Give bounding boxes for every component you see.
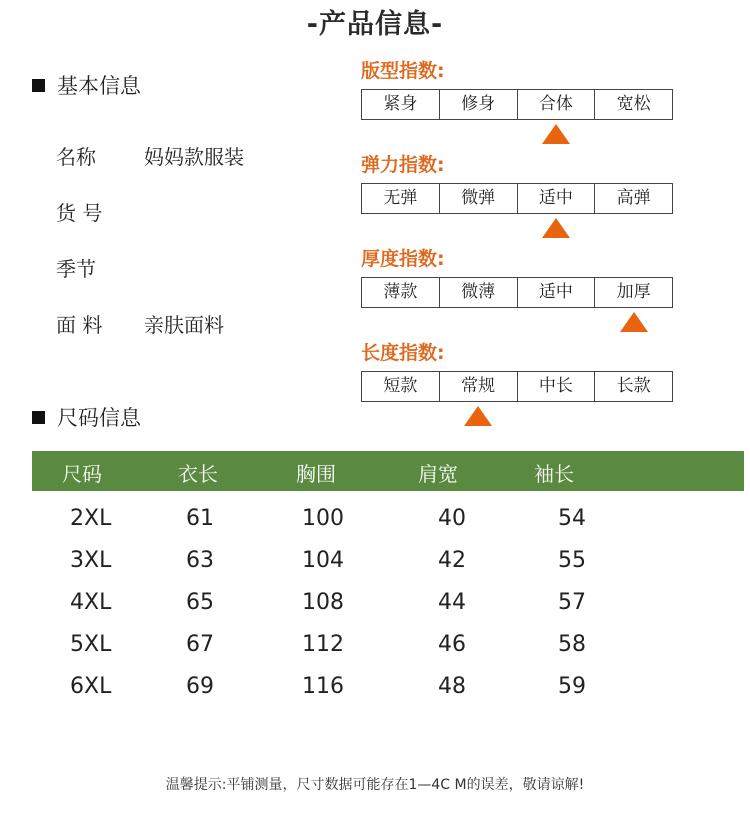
table-cell: 5XL — [70, 632, 112, 657]
table-cell: 104 — [302, 548, 344, 573]
index-option: 加厚 — [594, 278, 672, 307]
column-header: 衣长 — [178, 462, 218, 486]
thickness-index-title: 厚度指数: — [361, 248, 445, 270]
page-title: -产品信息- — [306, 9, 444, 40]
table-cell: 67 — [186, 632, 214, 657]
table-cell: 46 — [438, 632, 466, 657]
square-bullet-icon — [32, 79, 45, 92]
table-cell: 100 — [302, 506, 344, 531]
size-info-heading — [32, 402, 141, 432]
fit-index-scale — [361, 89, 673, 120]
index-option: 中长 — [517, 372, 595, 401]
table-cell: 55 — [558, 548, 586, 573]
info-label: 面 料 — [56, 313, 103, 337]
table-row — [32, 584, 744, 626]
table-row — [32, 668, 744, 710]
selected-triangle-icon — [464, 406, 492, 426]
table-cell: 112 — [302, 632, 344, 657]
elasticity-index-scale — [361, 183, 673, 214]
table-cell: 108 — [302, 590, 344, 615]
cropped-text-fragment — [290, 806, 460, 813]
column-header: 胸围 — [296, 462, 336, 486]
selected-triangle-icon — [542, 124, 570, 144]
index-option: 微薄 — [439, 278, 517, 307]
table-cell: 69 — [186, 674, 214, 699]
thickness-index-markers — [361, 308, 673, 332]
length-index-markers — [361, 402, 673, 426]
info-row-name — [56, 141, 244, 170]
table-cell: 3XL — [70, 548, 112, 573]
thickness-index — [361, 245, 673, 332]
index-option: 宽松 — [594, 90, 672, 119]
info-label: 货 号 — [56, 201, 103, 225]
table-cell: 116 — [302, 674, 344, 699]
index-option: 适中 — [517, 278, 595, 307]
table-row — [32, 626, 744, 668]
table-cell: 58 — [558, 632, 586, 657]
fit-index-markers — [361, 120, 673, 144]
table-cell: 63 — [186, 548, 214, 573]
table-cell: 4XL — [70, 590, 112, 615]
table-cell: 42 — [438, 548, 466, 573]
size-table-header — [32, 451, 744, 491]
info-row-item-number — [56, 197, 144, 226]
table-cell: 59 — [558, 674, 586, 699]
index-option: 紧身 — [383, 94, 418, 114]
selected-triangle-icon — [542, 218, 570, 238]
index-option: 短款 — [383, 376, 418, 396]
table-cell: 40 — [438, 506, 466, 531]
info-label: 季节 — [56, 257, 96, 281]
index-option: 微弹 — [439, 184, 517, 213]
column-header: 袖长 — [534, 462, 574, 486]
index-option: 无弹 — [383, 188, 418, 208]
size-info-heading-label: 尺码信息 — [57, 406, 141, 430]
table-cell: 6XL — [70, 674, 112, 699]
index-option: 长款 — [594, 372, 672, 401]
square-bullet-icon — [32, 411, 45, 424]
info-row-season — [56, 253, 144, 282]
table-cell: 2XL — [70, 506, 112, 531]
basic-info-heading — [32, 70, 141, 100]
table-cell: 54 — [558, 506, 586, 531]
table-cell: 65 — [186, 590, 214, 615]
table-row — [32, 500, 744, 542]
info-row-fabric — [56, 309, 224, 338]
info-value: 妈妈款服装 — [144, 145, 244, 169]
table-cell: 61 — [186, 506, 214, 531]
column-header: 尺码 — [62, 462, 102, 486]
fit-index-title: 版型指数: — [361, 60, 445, 82]
table-row — [32, 542, 744, 584]
elasticity-index-title: 弹力指数: — [361, 154, 445, 176]
info-label: 名称 — [56, 145, 96, 169]
length-index — [361, 339, 673, 426]
elasticity-index — [361, 151, 673, 238]
length-index-scale — [361, 371, 673, 402]
index-option: 修身 — [439, 90, 517, 119]
size-table-body — [32, 500, 744, 710]
index-option: 合体 — [517, 90, 595, 119]
selected-triangle-icon — [620, 312, 648, 332]
index-option: 常规 — [439, 372, 517, 401]
table-cell: 48 — [438, 674, 466, 699]
thickness-index-scale — [361, 277, 673, 308]
table-cell: 57 — [558, 590, 586, 615]
length-index-title: 长度指数: — [361, 342, 445, 364]
info-value: 亲肤面料 — [144, 313, 224, 337]
index-option: 适中 — [517, 184, 595, 213]
measurement-note: 温馨提示:平铺测量，尺寸数据可能存在1—4C M的误差，敬请谅解! — [165, 777, 585, 793]
index-option: 高弹 — [594, 184, 672, 213]
basic-info-heading-label: 基本信息 — [57, 74, 141, 98]
fit-index — [361, 57, 673, 144]
column-header: 肩宽 — [418, 462, 458, 486]
elasticity-index-markers — [361, 214, 673, 238]
index-option: 薄款 — [383, 282, 418, 302]
table-cell: 44 — [438, 590, 466, 615]
